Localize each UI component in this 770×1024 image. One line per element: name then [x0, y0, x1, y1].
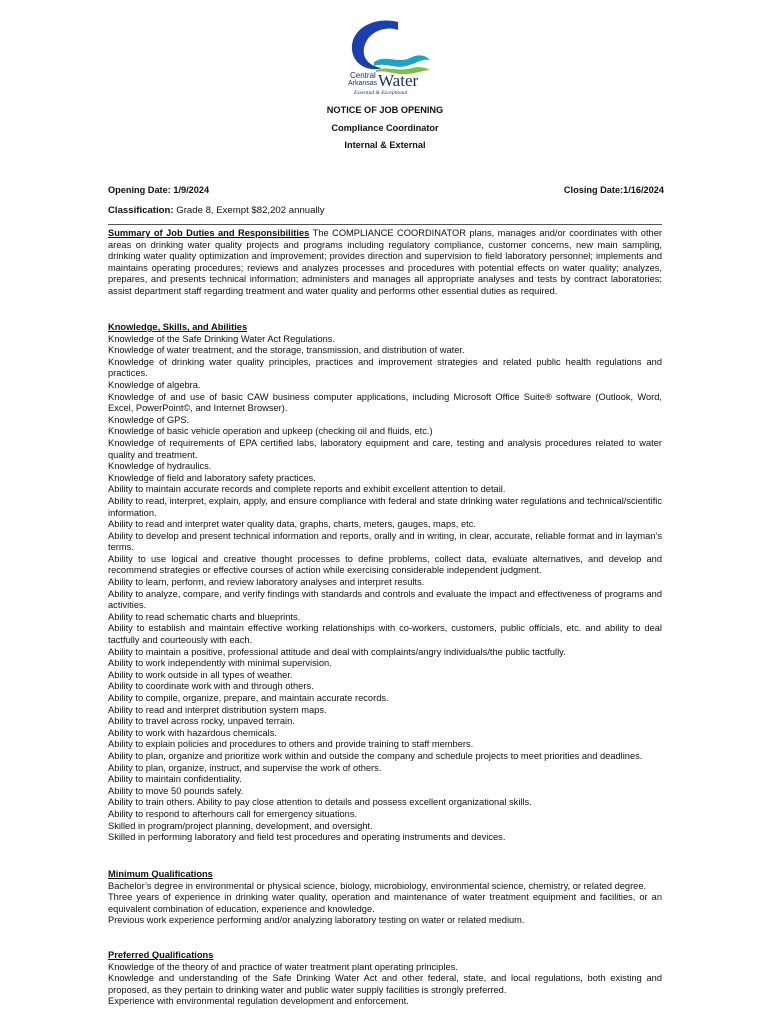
ksa-item: Ability to maintain accurate records and complete reports and exhibit excellent attention to detail. — [108, 484, 506, 495]
minimum-qualification-item: Three years of experience in drinking water quality, operation and maintenance of water treatment equipment and facilities, or an equivalent combination of education, experience and knowledge. — [108, 892, 662, 914]
ksa-item: Ability to work independently with minimal supervision. — [108, 658, 332, 669]
ksa-item: Ability to read and interpret distribution system maps. — [108, 704, 327, 715]
preferred-qualification-item: Knowledge of the theory of and practice of water treatment plant operating principles. — [108, 961, 458, 972]
central-arkansas-water-logo — [336, 14, 436, 96]
logo-text-central: Central — [350, 71, 376, 80]
divider — [108, 224, 662, 225]
ksa-item: Ability to read schematic charts and blueprints. — [108, 611, 301, 622]
ksa-item: Ability to work with hazardous chemicals. — [108, 727, 277, 738]
opening-date: Opening Date: 1/9/2024 — [108, 185, 210, 195]
minimum-title: Minimum Qualifications — [108, 869, 213, 879]
logo-text-arkansas: Arkansas — [348, 80, 378, 87]
ksa-item: Ability to plan, organize and prioritize work within and outside the company and schedule projects to meet priorities and deadlines. — [108, 750, 643, 761]
ksa-item: Ability to establish and maintain effective working relationships with co-workers, customers, public officials, etc. and ability to deal tactfully and courteously with each. — [108, 623, 662, 646]
ksa-item: Ability to explain policies and procedures to others and provide training to staff members. — [108, 739, 474, 750]
ksa-item: Ability to maintain confidentiality. — [108, 774, 242, 785]
ksa-list — [108, 334, 662, 844]
notice-heading: NOTICE OF JOB OPENING — [326, 105, 444, 115]
ksa-item: Skilled in performing laboratory and field test procedures and operating instruments and devices. — [108, 832, 506, 843]
ksa-item: Ability to read and interpret water quality data, graphs, charts, meters, gauges, maps, etc. — [108, 519, 476, 530]
summary-text: The COMPLIANCE COORDINATOR plans, manages and/or coordinates with other areas on drinking water quality projects and programs including regulatory compliance, customer concerns, new main sampling, drinking water quality optimization and improvement; provides direction and supervision to field laboratory personnel; implements and maintains operating procedures; reviews and analyzes processes and procedures with potential effects on water quality; analyzes, prepares, and presents technical information; administers and manages all appropriate analyses and tests by contract laboratories; assist department staff regarding treatment and water quality and performs other essential duties as required. — [108, 228, 662, 296]
ksa-item: Ability to move 50 pounds safely. — [108, 785, 244, 796]
summary-title: Summary of Job Duties and Responsibilities — [108, 228, 310, 238]
minimum-qualification-item: Bachelor’s degree in environmental or physical science, biology, microbiology, environmental science, chemistry, or related degree. — [108, 880, 647, 891]
ksa-item: Ability to compile, organize, prepare, and maintain accurate records. — [108, 693, 389, 703]
ksa-item: Knowledge of GPS. — [108, 414, 190, 425]
ksa-item: Knowledge of drinking water quality principles, practices and improvement strategies and related public health regulations and practices. — [108, 356, 662, 379]
ksa-item: Skilled in program/project planning, development, and oversight. — [108, 820, 373, 831]
classification-value: Grade 8, Exempt $82,202 annually — [173, 205, 325, 216]
ksa-item: Ability to read, interpret, explain, apply, and ensure compliance with federal and state drinking water regulations and technical/scientific information. — [108, 495, 662, 518]
ksa-item: Knowledge of algebra. — [108, 379, 201, 390]
preferred-title: Preferred Qualifications — [108, 950, 214, 960]
job-scope: Internal & External — [344, 140, 426, 150]
ksa-item: Ability to analyze, compare, and verify findings with standards and controls and evaluate the impact and effectiveness of programs and activities. — [108, 588, 662, 611]
ksa-item: Ability to coordinate work with and through others. — [108, 681, 314, 692]
preferred-qualification-item: Experience with environmental regulation development and enforcement. — [108, 996, 409, 1007]
ksa-item: Ability to learn, perform, and review laboratory analyses and interpret results. — [108, 577, 425, 588]
date-row — [108, 185, 664, 195]
ksa-item: Ability to plan, organize, instruct, and supervise the work of others. — [108, 762, 382, 773]
classification-label: Classification: — [108, 205, 174, 216]
closing-date: Closing Date:1/16/2024 — [563, 185, 664, 195]
ksa-item: Knowledge of water treatment, and the storage, transmission, and distribution of water. — [108, 345, 465, 356]
minimum-list — [108, 881, 662, 927]
logo-tagline: Essential & Exceptional — [354, 90, 408, 96]
ksa-item: Knowledge of field and laboratory safety practices. — [108, 472, 316, 483]
preferred-qualification-item: Knowledge and understanding of the Safe Drinking Water Act and other federal, state, and local regulations, both existing and proposed, as they pertain to drinking water and public water supply facilities is strongly preferred. — [108, 973, 662, 995]
ksa-item: Knowledge of requirements of EPA certified labs, laboratory equipment and care, testing and analysis procedures related to water quality and treatment. — [108, 437, 662, 460]
ksa-item: Knowledge of and use of basic CAW business computer applications, including Microsoft Office Suite® software (Outlook, Word, Excel, PowerPoint©, and Internet Browser). — [108, 391, 662, 414]
ksa-item: Ability to develop and present technical information and reports, orally and in writing, in clear, accurate, reliable format and in layman’s terms. — [108, 530, 662, 553]
ksa-item: Ability to respond to afterhours call for emergency situations. — [108, 808, 358, 819]
job-title: Compliance Coordinator — [331, 123, 439, 133]
preferred-section — [108, 950, 662, 1008]
ksa-item: Ability to maintain a positive, professional attitude and deal with complaints/angry individuals/the public tactfully. — [108, 646, 566, 657]
ksa-section — [108, 322, 662, 844]
ksa-item: Ability to work outside in all types of weather. — [108, 669, 293, 680]
ksa-item: Knowledge of the Safe Drinking Water Act Regulations. — [108, 333, 336, 344]
ksa-item: Knowledge of hydraulics. — [108, 461, 212, 472]
ksa-item: Knowledge of basic vehicle operation and upkeep (checking oil and fluids, etc.) — [108, 426, 433, 437]
summary-section — [108, 228, 662, 298]
ksa-item: Ability to travel across rocky, unpaved terrain. — [108, 716, 295, 727]
logo-text-water: Water — [378, 71, 419, 90]
minimum-section — [108, 869, 662, 927]
minimum-qualification-item: Previous work experience performing and/or analyzing laboratory testing on water or related medium. — [108, 915, 525, 926]
ksa-title: Knowledge, Skills, and Abilities — [108, 322, 248, 332]
ksa-item: Ability to use logical and creative thought processes to define problems, collect data, evaluate alternatives, and develop and recommend strategies or effective courses of action while exercising considerable independent judgment. — [108, 553, 662, 576]
ksa-item: Ability to train others. Ability to pay close attention to details and possess excellent organizational skills. — [108, 797, 532, 808]
logo-wave-teal — [374, 55, 430, 66]
classification — [108, 205, 325, 216]
preferred-list — [108, 962, 662, 1008]
